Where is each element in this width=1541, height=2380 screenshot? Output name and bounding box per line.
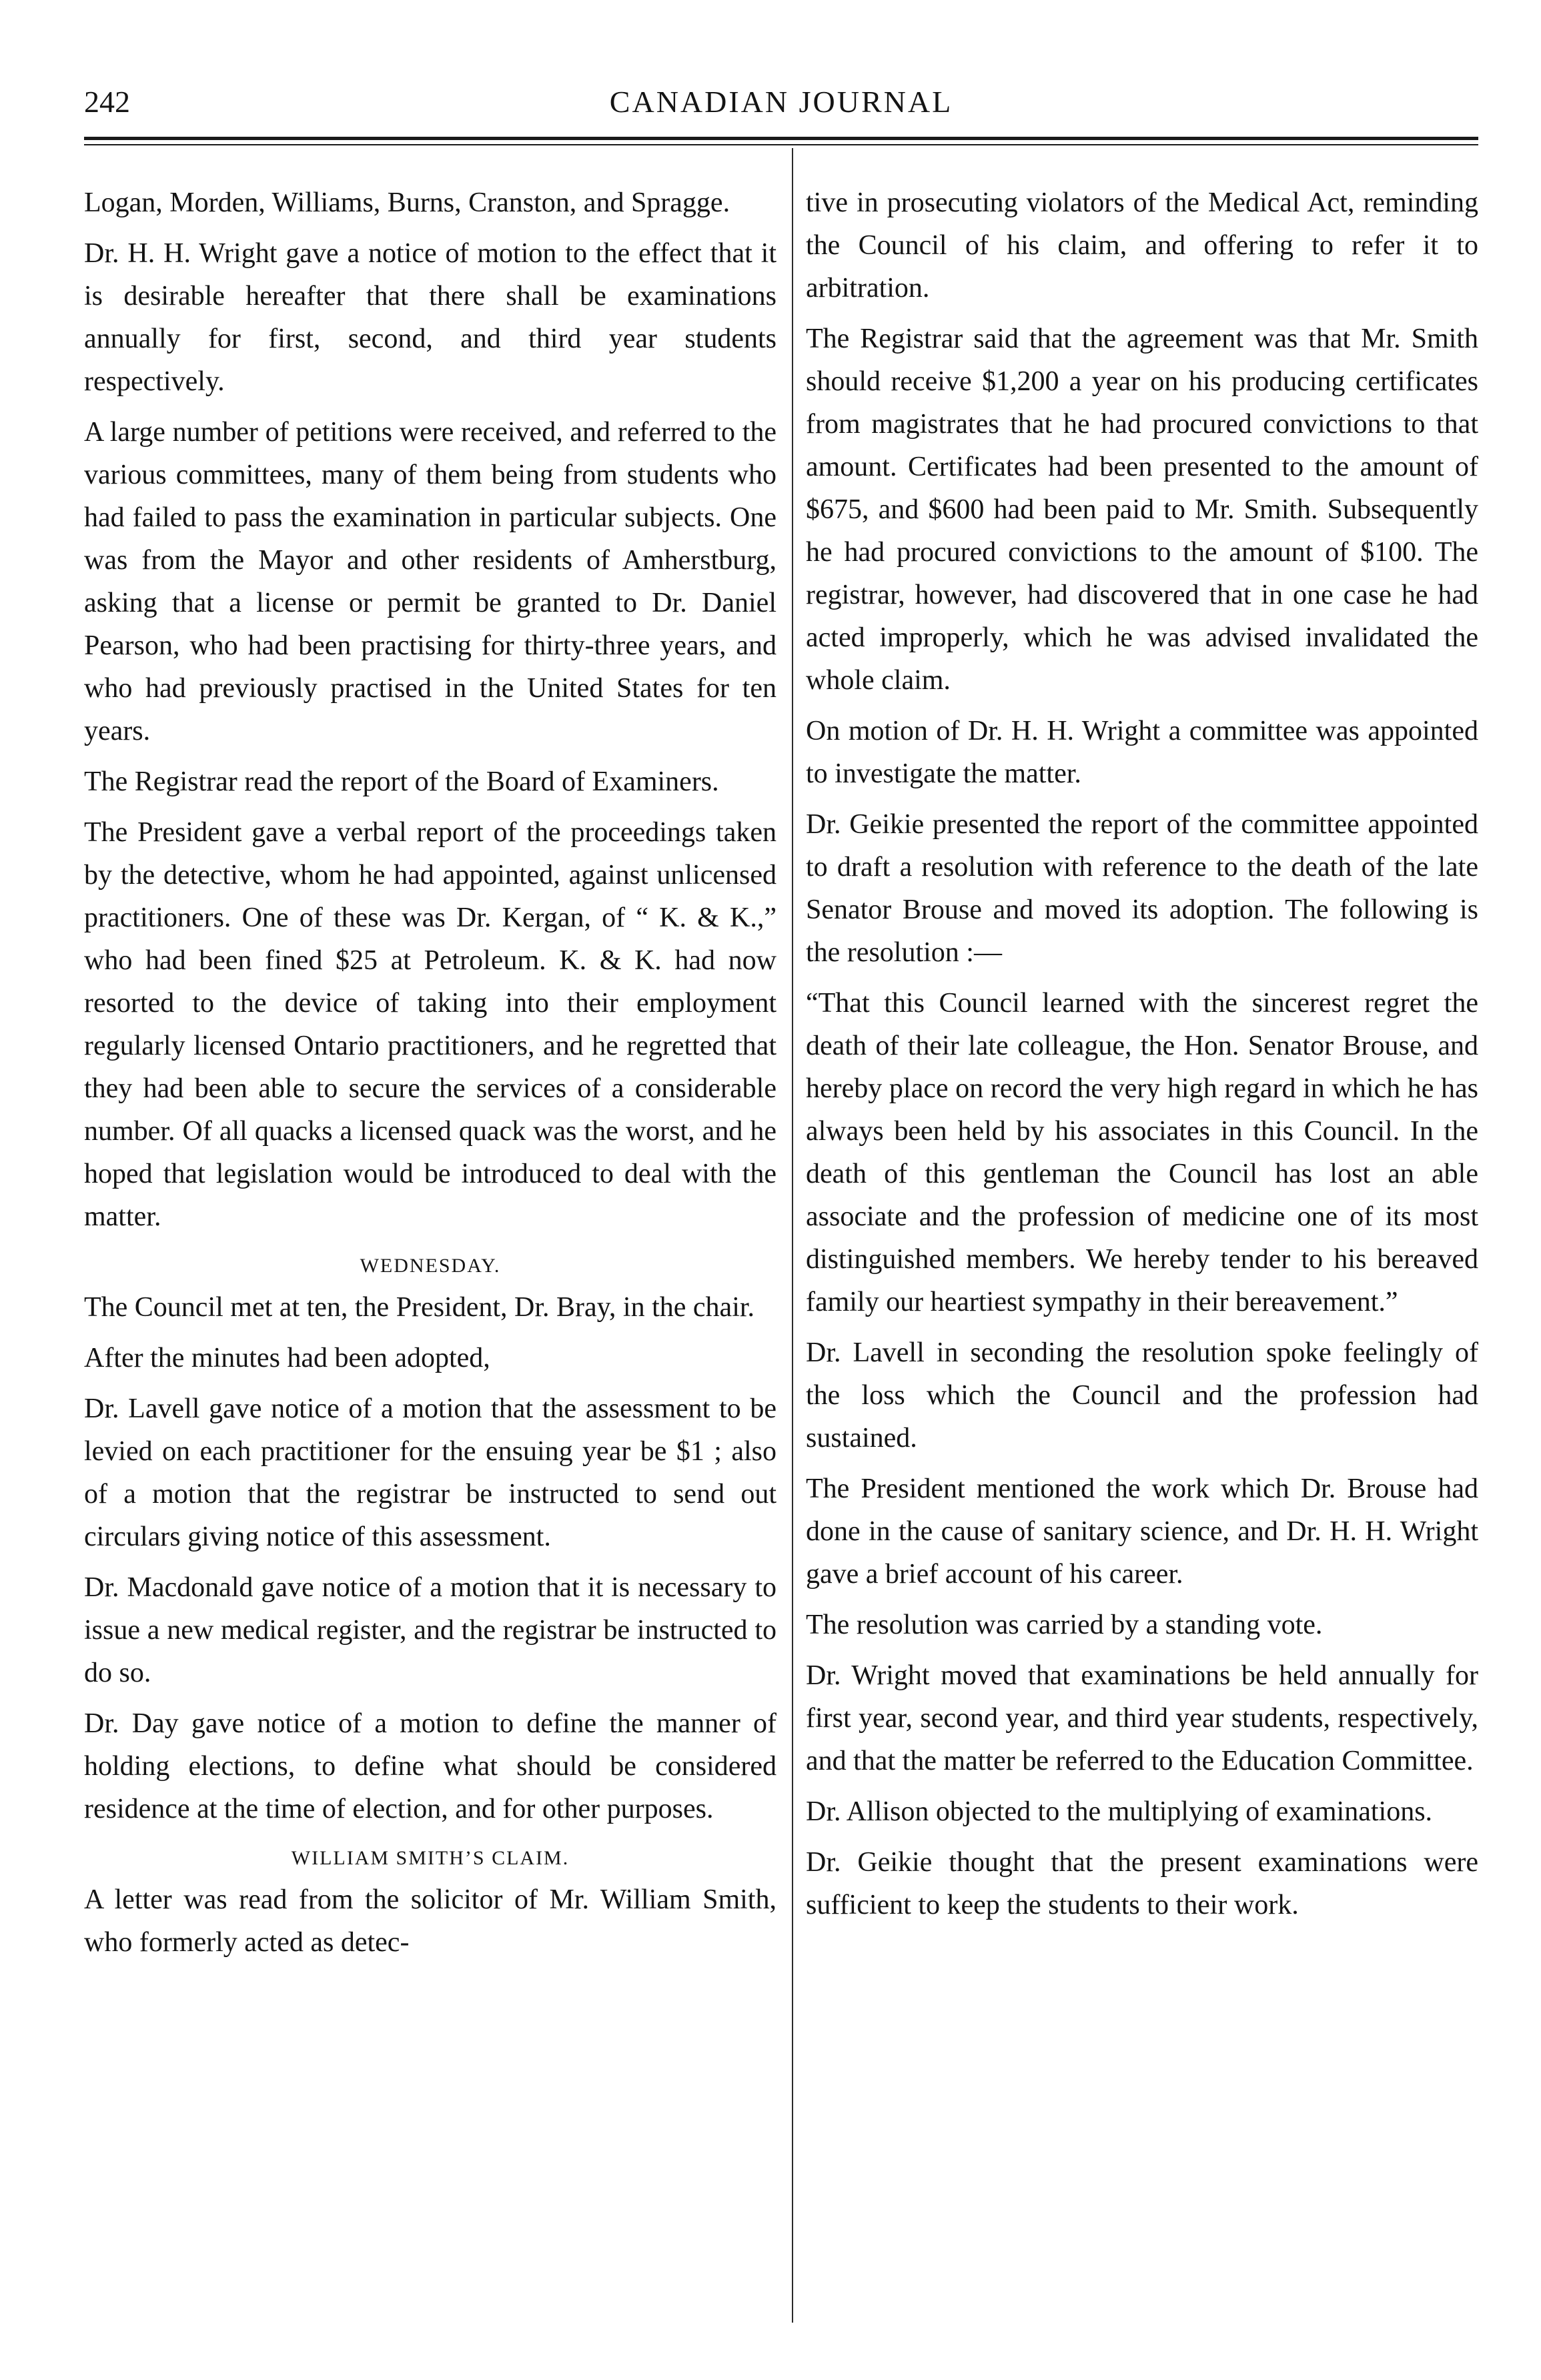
paragraph: The President mentioned the work which Dr. Brouse had done in the cause of sanitary science, and Dr. H. H. Wright gave a brief account of his career. (806, 1473, 1478, 1590)
section-heading-smith-claim: WILLIAM SMITH’S CLAIM. (291, 1847, 570, 1869)
paragraph: After the minutes had been adopted, (84, 1343, 490, 1373)
paragraph: Dr. Lavell in seconding the resolution spoke feelingly of the loss which the Council and the profession had sustained. (806, 1337, 1478, 1453)
section-heading-wednesday: WEDNESDAY. (360, 1255, 501, 1277)
right-column (806, 181, 1478, 1934)
paragraph: Dr. Day gave notice of a motion to define the manner of holding elections, to define what should be considered residence at the time of election, and for other purposes. (84, 1708, 777, 1824)
paragraph: The Council met at ten, the President, Dr. Bray, in the chair. (84, 1292, 755, 1323)
paragraph: Dr. Geikie thought that the present examinations were sufficient to keep the students to their work. (806, 1847, 1478, 1920)
paragraph: Logan, Morden, Williams, Burns, Cranston, and Spragge. (84, 187, 730, 218)
paragraph: The Registrar said that the agreement was that Mr. Smith should receive $1,200 a year on his producing certificates from magistrates that he had procured convictions to that amount. Certificates had been presented to the amount of $675, and $600 had been paid to Mr. Smith. Subsequently he had procured convictions to the amount of $100. The registrar, however, had discovered that in one case he had acted improperly, which he was advised invalidated the whole claim. (806, 324, 1478, 696)
paragraph: Dr. Lavell gave notice of a motion that the assessment to be levied on each practitioner for the ensuing year be $1 ; also of a motion that the registrar be instructed to send out circulars giving notice of this assessment. (84, 1393, 777, 1552)
left-column (84, 181, 777, 1972)
running-head: CANADIAN JOURNAL (609, 85, 953, 119)
header-rule-thick (84, 137, 1478, 140)
paragraph: Dr. Macdonald gave notice of a motion that it is necessary to issue a new medical register, and the registrar be instructed to do so. (84, 1572, 777, 1688)
paragraph: On motion of Dr. H. H. Wright a committee was appointed to investigate the matter. (806, 716, 1478, 789)
paragraph: A letter was read from the solicitor of Mr. William Smith, who formerly acted as detec- (84, 1884, 777, 1958)
paragraph: Dr. Geikie presented the report of the committee appointed to draft a resolution with reference to the death of the late Senator Brouse and moved its adoption. The following is the resolution :— (806, 809, 1478, 968)
paragraph: Dr. Wright moved that examinations be held annually for first year, second year, and third year students, respectively, and that the matter be referred to the Education Committee. (806, 1660, 1478, 1776)
paragraph: The resolution was carried by a standing vote. (806, 1610, 1323, 1640)
resolution-quote: “That this Council learned with the sincerest regret the death of their late colleague, the Hon. Senator Brouse, and hereby place on record the very high regard in which he has always been held by his associates in this Council. In the death of this gentleman the Council has lost an able associate and the profession of medicine one of its most distinguished members. We hereby tender to his bereaved family our heartiest sympathy in their bereavement.” (806, 988, 1478, 1317)
paragraph: tive in prosecuting violators of the Medical Act, reminding the Council of his claim, and offering to refer it to arbitration. (806, 187, 1478, 304)
page-number: 242 (84, 85, 130, 119)
paragraph: Dr. Allison objected to the multiplying of examinations. (806, 1796, 1433, 1827)
paragraph: A large number of petitions were received, and referred to the various committees, many of them being from students who had failed to pass the examination in particular subjects. One was from the Mayor and other residents of Amherstburg, asking that a license or permit be granted to Dr. Daniel Pearson, who had been practising for thirty-three years, and who had previously practised in the United States for ten years. (84, 417, 777, 746)
column-divider (792, 148, 793, 2323)
paragraph: Dr. H. H. Wright gave a notice of motion to the effect that it is desirable hereafter that there shall be examinations annually for first, second, and third year students respectively. (84, 238, 777, 397)
header-rule-thin (84, 144, 1478, 145)
paragraph: The Registrar read the report of the Board of Examiners. (84, 766, 719, 797)
page-header (84, 79, 1478, 125)
paragraph: The President gave a verbal report of the proceedings taken by the detective, whom he had appointed, against unlicensed practitioners. One of these was Dr. Kergan, of “ K. & K.,” who had been fined $25 at Petroleum. K. & K. had now resorted to the device of taking into their employment regularly licensed Ontario practitioners, and he regretted that they had been able to secure the services of a considerable number. Of all quacks a licensed quack was the worst, and he hoped that legislation would be introduced to deal with the matter. (84, 817, 777, 1232)
